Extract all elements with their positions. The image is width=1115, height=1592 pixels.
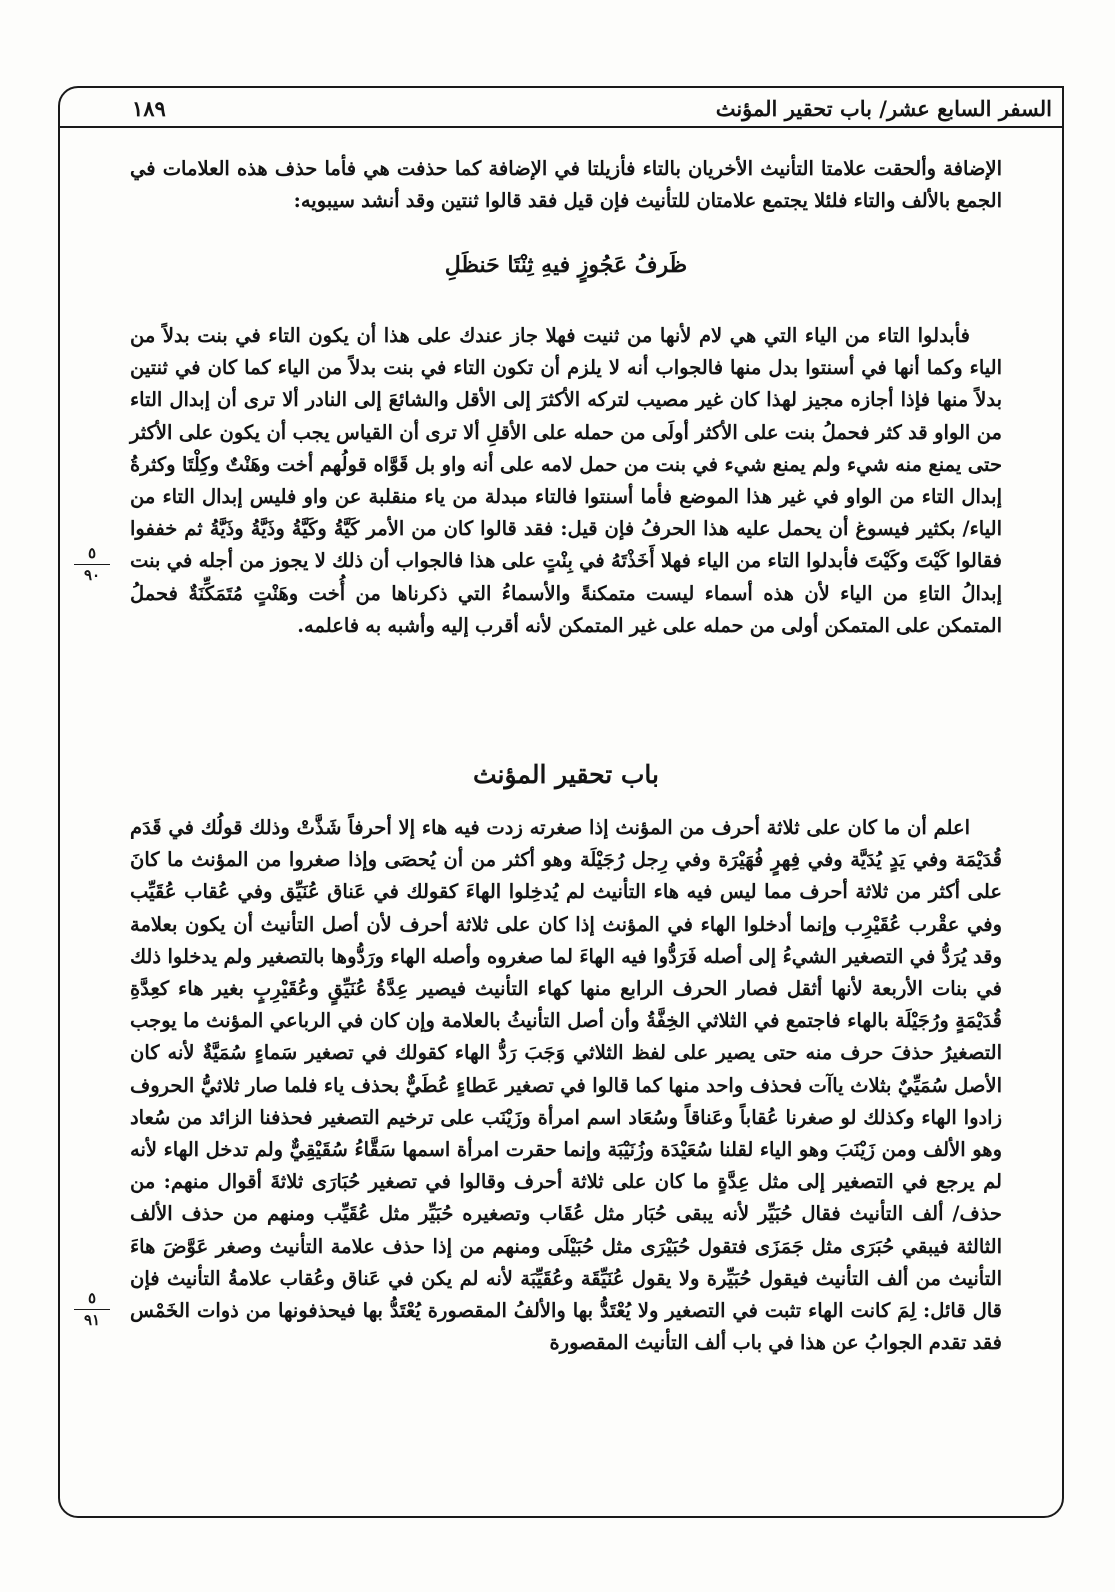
- poetry-verse: ظَرفُ عَجُوزٍ فيهِ ثِنْتَا حَنظَلِ: [444, 252, 688, 278]
- paragraph-2-text: فأبدلوا التاء من الياء التي هي لام لأنها من ثنيت فهلا جاز عندك على هذا أن يكون التاء في بنت بدلاً من الياء وكما أنها في أسنتوا بدل منها فالجواب أنه لا يلزم أن تكون التاء في بنت بدلاً من الياء كما كان في ثنتين بدلاً منها فإذا أجازه مجيز لهذا كان غير مصيب لتركه الأكثرَ إلى الأقل والشائعَ إلى النادر ألا ترى أن إبدال التاء من الواو قد كثر فحملُ بنت على الأكثر أولَى من حمله على الأقلِ ألا ترى أن القياس يجب أن يكون على الأكثر حتى يمنع منه شيء ولم يمنع شيء في بنت من حمل لامه على أنه واو بل قَوَّاه قولُهم أخت وهَنْتٌ وكِلْتَا وكثرةُ إبدال التاء من الواو في غير هذا الموضع فأما أسنتوا فالتاء مبدلة من ياء منقلبة عن واو فليس إبدال التاء من الياء/ بكثير فيسوغ أن يحمل عليه هذا الحرفُ فإن قيل: فقد قالوا كان من الأمر كَيَّةُ وكَيَّةُ وذَيَّةُ وذَيَّةُ ثم خففوا فقالوا كَيْتَ وكَيْتَ فأبدلوا التاء من الياء فهلا أَخَذْتَهُ في بِنْتٍ على هذا فالجواب أن ذلك لا يجوز من أجله في بنت إبدالُ التاءِ من الياء لأن هذه أسماء ليست متمكنةً والأسماءُ التي ذكرناها من أُخت وهَنْتٍ مُتَمَكِّنَةٌ فحملُ المتمكن على المتمكن أولى من حمله على غير المتمكن لأنه أقرب إليه وأشبه به فاعلمه.: [130, 324, 1003, 637]
- fraction-bar: [74, 564, 110, 565]
- paragraph-1: الإضافة وألحقت علامتا التأنيث الأخريان بالتاء فأزيلتا في الإضافة كما حذفت هي فأما حذف هذه العلامات في الجمع بالألف والتاء فلئلا يجتمع علامتان للتأنيث فإن قيل فقد قالوا ثنتين وقد أنشد سيبويه:: [130, 157, 1002, 213]
- margin-note-top: ٥: [87, 544, 97, 562]
- section-title: باب تحقير المؤنث: [472, 760, 660, 789]
- paragraph-3: [130, 812, 1002, 1359]
- margin-note-manuscript-folio: [68, 1290, 116, 1329]
- running-header: [58, 94, 1064, 128]
- margin-note-manuscript-folio: [68, 545, 116, 584]
- paragraph-3-text: اعلم أن ما كان على ثلاثة أحرف من المؤنث إذا صغرته زدت فيه هاء إلا أحرفاً شَذَّتْ وذلك قولُك في قَدَم قُدَيْمَة وفي يَدٍ يُدَيَّة وفي فِهرٍ فُهَيْرَة وفي رِجل رُجَيْلَة وهو أكثر من أن يُحصَى وإذا صغروا من المؤنث ما كانَ على أكثر من ثلاثة أحرف مما ليس فيه هاء التأنيث لم يُدخِلوا الهاءَ كقولك في عَناق عُنَيِّق وفي عُقاب عُقَيِّب وفي عقْرب عُقَيْرِب وإنما أدخلوا الهاء في المؤنث إذا كان على ثلاثة أحرف لأن أصل التأنيث أن يكون بعلامة وقد يُرَدُّ في التصغير الشيءُ إلى أصله فَرَدُّوا فيه الهاءَ لما صغروه وأصله الهاء ورَدُّوها بالتصغير ولم يدخلوا ذلك في بنات الأربعة لأنها أثقل فصار الحرف الرابع منها كهاء التأنيث فيصير عِدَّةُ عُنَيِّقٍ وعُقَيْرِبٍ بغير هاء كعِدَّةِ قُدَيْمَةٍ ورُجَيْلَة بالهاء فاجتمع في الثلاثي الخِفَّةُ وأن أصل التأنيثُ بالعلامة وإن كان في الرباعي المؤنث ما يوجب التصغيرُ حذفَ حرف منه حتى يصير على لفظ الثلاثي وَجَبَ رَدُّ الهاء كقولك في تصغير سَماءٍ سُمَيَّةٌ لأنه كان الأصل سُمَيِّيٌ بثلاث ياآت فحذف واحد منها كما قالوا في تصغير عَطاءٍ عُطَيٌّ بحذف ياء فلما صار ثلاثيُّ الحروف زادوا الهاء وكذلك لو صغرنا عُقاباً وعَناقاً وسُعَاد اسم امرأة وزَيْنَب على ترخيم التصغير فحذفنا الزائد من سُعاد وهو الألف ومن زَيْنَبَ وهو الياء لقلنا سُعَيْدَة وزُنَيْبَة وإنما حقرت امرأة اسمها سَقَّاءُ سُقَيْقِيٌّ ولم تدخل الهاء لأنه لم يرجع في التصغير إلى مثل عِدَّةٍ ما كان على ثلاثة أحرف وقالوا في تصغير حُبَارَى ثلاثةَ أقوال منهم: من حذف/ ألف التأنيث فقال حُبَيِّر لأنه يبقى حُبَار مثل عُقَاب وتصغيره حُبَيِّر مثل عُقَيِّب ومنهم من حذف الألف الثالثة فيبقي حُبَرَى مثل جَمَزَى فتقول حُبَيْرَى مثل حُبَيْلَى ومنهم من إذا حذف علامة التأنيث وصغر عَوَّضَ هاءَ التأنيث من ألف التأنيث فيقول حُبَيِّرة ولا يقول عُنَيِّقَة وعُقَيِّبَة لأنه لم يكن في عَناق وعُقاب علامةُ التأنيث فإن قال قائل: لِمَ كانت الهاء تثبت في التصغير ولا يُعْتَدُّ بها والألفُ المقصورة يُعْتَدُّ بها فيحذفونها من ذوات الخَمْس فقد تقدم الجوابُ عن هذا في باب ألف التأنيث المقصورة: [130, 816, 1002, 1355]
- margin-note-bottom: ٩١: [83, 1311, 101, 1329]
- paragraph-2: [130, 320, 1002, 642]
- margin-note-bottom: ٩٠: [83, 566, 101, 584]
- margin-note-top: ٥: [87, 1289, 97, 1307]
- fraction-bar: [74, 1309, 110, 1310]
- page-number: ١٨٩: [132, 96, 166, 121]
- header-title: السفر السابع عشر/ باب تحقير المؤنث: [715, 96, 1052, 121]
